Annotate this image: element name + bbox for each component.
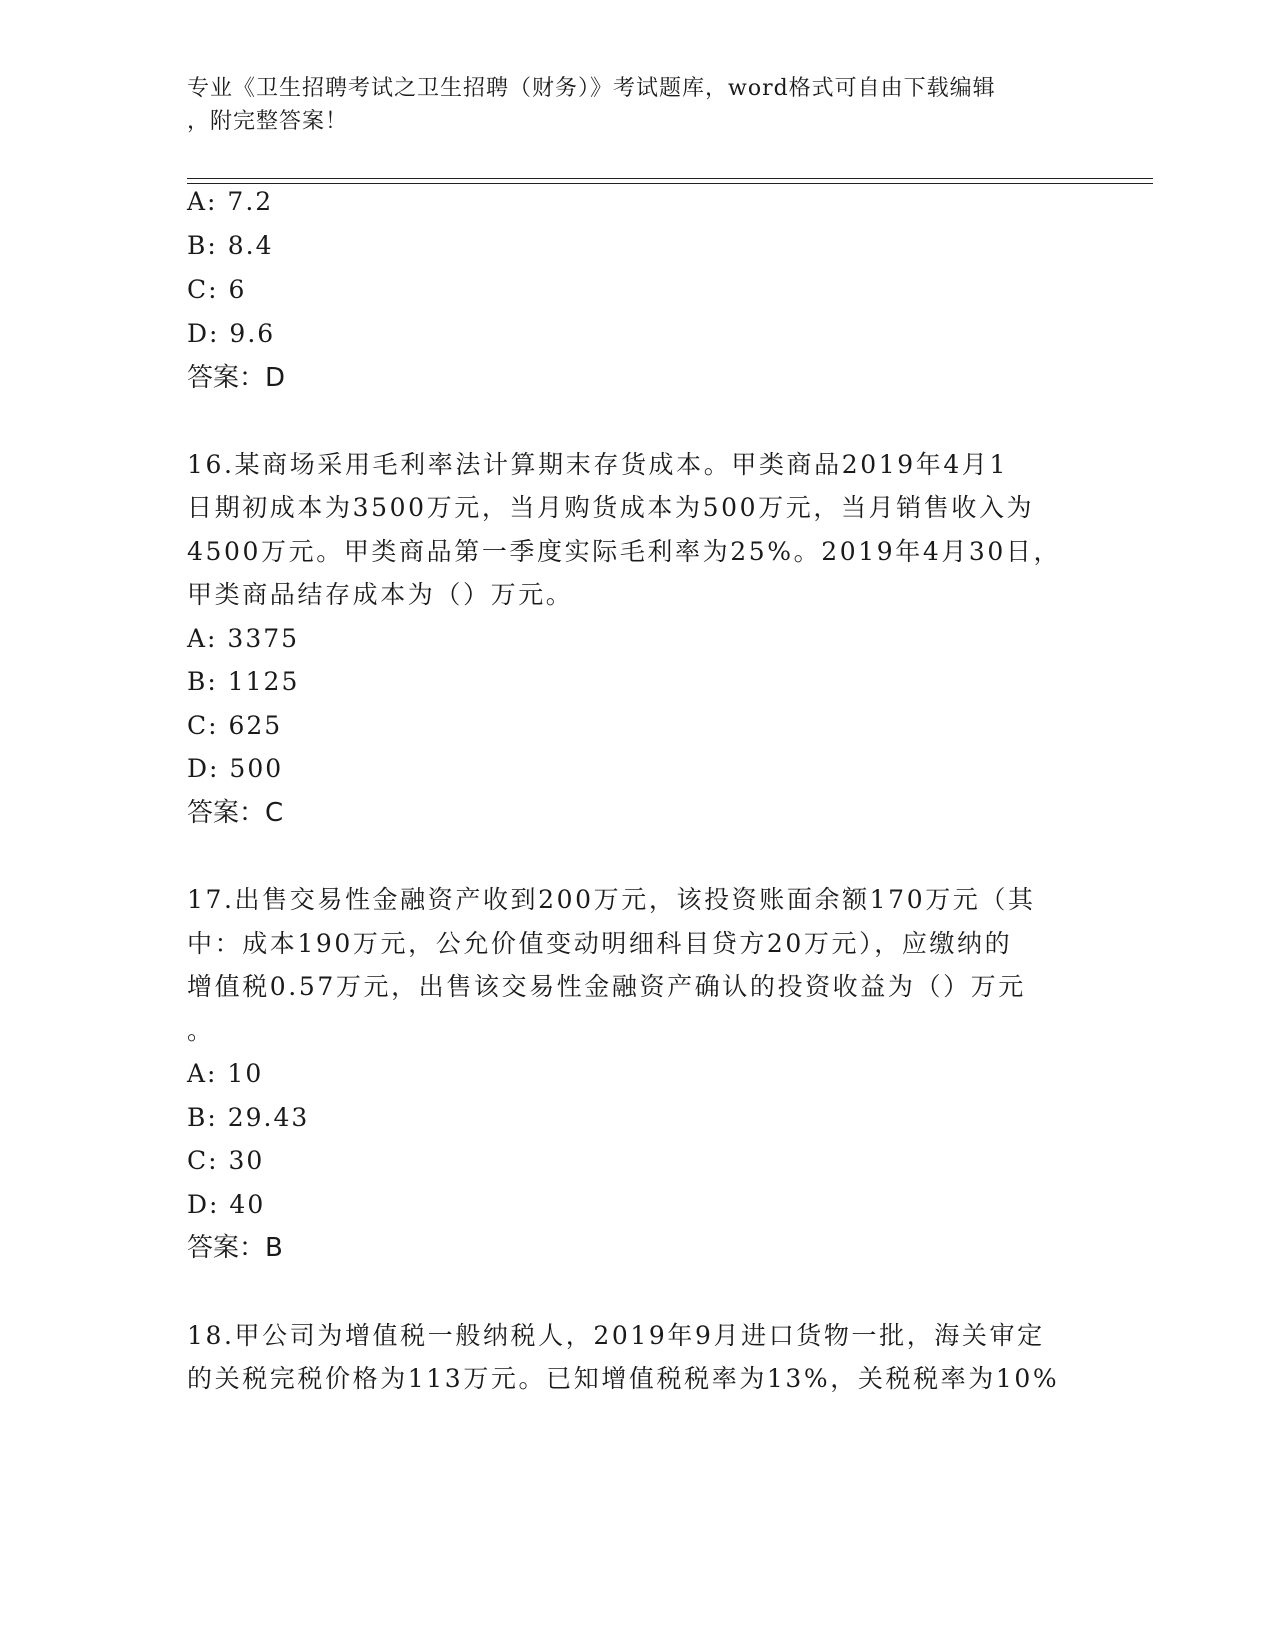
q17-option-b: B: 29.43 xyxy=(187,1103,310,1132)
q15-option-d: D: 9.6 xyxy=(187,319,276,348)
q15-option-a: A: 7.2 xyxy=(187,187,274,216)
q17-text-line-3: 增值税0.57万元，出售该交易性金融资产确认的投资收益为（）万元 xyxy=(187,972,1026,1001)
q17-text-line-2: 中：成本190万元，公允价值变动明细科目贷方20万元），应缴纳的 xyxy=(187,929,1013,958)
q16-option-d: D: 500 xyxy=(187,754,284,783)
q16-text-line-2: 日期初成本为3500万元，当月购货成本为500万元，当月销售收入为 xyxy=(187,493,1035,522)
q16-answer: 答案：C xyxy=(187,798,284,828)
q17-option-a: A: 10 xyxy=(187,1059,264,1088)
q15-answer: 答案：D xyxy=(187,363,286,393)
q15-option-c: C: 6 xyxy=(187,275,247,304)
q16-text-line-4: 甲类商品结存成本为（）万元。 xyxy=(187,580,574,609)
q16-option-c: C: 625 xyxy=(187,711,283,740)
q16-text-line-1: 16.某商场采用毛利率法计算期末存货成本。甲类商品2019年4月1 xyxy=(187,450,1008,479)
q17-option-d: D: 40 xyxy=(187,1190,266,1219)
q17-answer: 答案：B xyxy=(187,1233,283,1263)
q18-text-line-2: 的关税完税价格为113万元。已知增值税税率为13%，关税税率为10% xyxy=(187,1364,1060,1393)
header-title-line-1: 专业《卫生招聘考试之卫生招聘（财务）》考试题库，word格式可自由下载编辑 xyxy=(187,76,996,101)
q17-text-line-1: 17.出售交易性金融资产收到200万元，该投资账面余额170万元（其 xyxy=(187,885,1036,914)
q16-option-a: A: 3375 xyxy=(187,624,300,653)
q17-text-line-4: 。 xyxy=(187,1016,215,1045)
header-divider-top xyxy=(187,178,1153,179)
q17-option-c: C: 30 xyxy=(187,1146,265,1175)
document-header xyxy=(187,72,1067,138)
q15-option-b: B: 8.4 xyxy=(187,231,274,260)
q16-text-line-3: 4500万元。甲类商品第一季度实际毛利率为25%。2019年4月30日， xyxy=(187,537,1062,566)
q16-option-b: B: 1125 xyxy=(187,667,300,696)
header-divider-bottom xyxy=(187,183,1153,184)
header-title-line-2: ，附完整答案！ xyxy=(187,109,349,134)
q18-text-line-1: 18.甲公司为增值税一般纳税人，2019年9月进口货物一批，海关审定 xyxy=(187,1321,1045,1350)
